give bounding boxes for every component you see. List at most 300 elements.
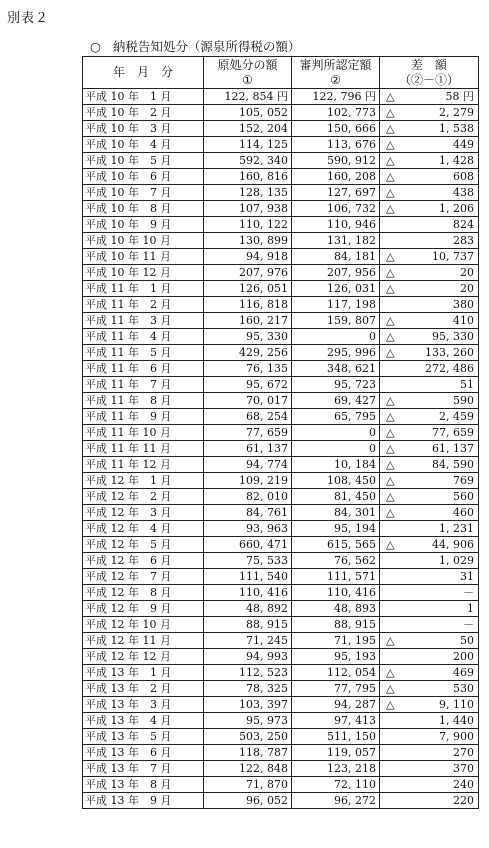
difference-value: 1, 206 [439,202,474,215]
cell-date: 平成 12 年 5 月 [83,537,204,553]
difference-value: 1, 428 [439,154,474,167]
table-row [83,633,479,649]
cell-difference [380,521,479,537]
cell-original-amount: 48, 892 [204,601,292,617]
cell-recognized-amount: 88, 915 [292,617,380,633]
cell-recognized-amount: 615, 565 [292,537,380,553]
difference-value: 370 [453,762,474,775]
difference-value: 20 [460,266,474,279]
cell-original-amount: 112, 523 [204,665,292,681]
cell-difference [380,313,479,329]
cell-recognized-amount: 95, 193 [292,649,380,665]
decrease-triangle-icon: △ [386,346,395,359]
difference-value: 824 [453,218,474,231]
difference-value: 133, 260 [425,346,474,359]
tax-assessment-table [82,56,479,809]
cell-recognized-amount: 108, 450 [292,473,380,489]
header-difference: 差 額 （②－①） [380,57,479,89]
decrease-triangle-icon: △ [386,682,395,695]
cell-difference [380,617,479,633]
cell-original-amount: 71, 245 [204,633,292,649]
cell-date: 平成 12 年 10 月 [83,617,204,633]
table-row [83,553,479,569]
difference-value: 58 円 [445,90,474,103]
table-row [83,777,479,793]
cell-recognized-amount: 159, 807 [292,313,380,329]
cell-difference [380,457,479,473]
cell-date: 平成 10 年 11 月 [83,249,204,265]
table-row [83,313,479,329]
cell-recognized-amount: 97, 413 [292,713,380,729]
difference-value: 20 [460,282,474,295]
cell-recognized-amount: 72, 110 [292,777,380,793]
decrease-triangle-icon: △ [386,282,395,295]
table-row [83,713,479,729]
cell-original-amount: 71, 870 [204,777,292,793]
cell-difference [380,601,479,617]
table-row [83,265,479,281]
cell-date: 平成 11 年 1 月 [83,281,204,297]
cell-original-amount: 88, 915 [204,617,292,633]
cell-date: 平成 13 年 9 月 [83,793,204,809]
cell-original-amount: 122, 848 [204,761,292,777]
cell-difference [380,185,479,201]
difference-value: 200 [453,650,474,663]
difference-value: 44, 906 [432,538,474,551]
difference-value: 31 [460,570,474,583]
decrease-triangle-icon: △ [386,538,395,551]
cell-date: 平成 10 年 2 月 [83,105,204,121]
difference-value: 380 [453,298,474,311]
cell-original-amount: 111, 540 [204,569,292,585]
cell-original-amount: 207, 976 [204,265,292,281]
cell-date: 平成 13 年 1 月 [83,665,204,681]
decrease-triangle-icon: △ [386,394,395,407]
header-recognized-amount: 審判所認定額 ② [292,57,380,89]
table-row [83,329,479,345]
table-row [83,473,479,489]
table-row [83,521,479,537]
cell-difference [380,361,479,377]
cell-difference [380,201,479,217]
difference-value: 769 [453,474,474,487]
cell-difference [380,265,479,281]
table-row [83,505,479,521]
cell-recognized-amount: 71, 195 [292,633,380,649]
cell-difference [380,569,479,585]
cell-original-amount: 114, 125 [204,137,292,153]
cell-difference [380,537,479,553]
cell-difference [380,233,479,249]
cell-recognized-amount: 131, 182 [292,233,380,249]
table-row [83,249,479,265]
decrease-triangle-icon: △ [386,474,395,487]
cell-original-amount: 592, 340 [204,153,292,169]
cell-difference [380,649,479,665]
table-body [83,89,479,809]
table-row [83,153,479,169]
table-row [83,761,479,777]
cell-original-amount: 94, 993 [204,649,292,665]
cell-recognized-amount: 150, 666 [292,121,380,137]
cell-original-amount: 95, 330 [204,329,292,345]
table-row [83,201,479,217]
cell-date: 平成 13 年 3 月 [83,697,204,713]
cell-date: 平成 10 年 10 月 [83,233,204,249]
cell-recognized-amount: 113, 676 [292,137,380,153]
cell-original-amount: 61, 137 [204,441,292,457]
cell-date: 平成 10 年 6 月 [83,169,204,185]
cell-recognized-amount: 127, 697 [292,185,380,201]
decrease-triangle-icon: △ [386,426,395,439]
cell-date: 平成 12 年 7 月 [83,569,204,585]
cell-difference [380,441,479,457]
cell-original-amount: 160, 217 [204,313,292,329]
cell-original-amount: 68, 254 [204,409,292,425]
cell-recognized-amount: 511, 150 [292,729,380,745]
cell-date: 平成 13 年 6 月 [83,745,204,761]
cell-difference [380,249,479,265]
cell-difference [380,409,479,425]
table-row [83,89,479,105]
cell-date: 平成 13 年 5 月 [83,729,204,745]
cell-date: 平成 12 年 6 月 [83,553,204,569]
table-header [83,57,479,89]
cell-difference [380,713,479,729]
cell-difference [380,345,479,361]
table-row [83,297,479,313]
difference-value: 9, 110 [439,698,474,711]
cell-date: 平成 10 年 9 月 [83,217,204,233]
difference-value: 50 [460,634,474,647]
cell-original-amount: 116, 818 [204,297,292,313]
cell-recognized-amount: 69, 427 [292,393,380,409]
cell-recognized-amount: 95, 194 [292,521,380,537]
table-row [83,457,479,473]
difference-value: 240 [453,778,474,791]
difference-value: 7, 900 [439,730,474,743]
table-row [83,345,479,361]
cell-original-amount: 160, 816 [204,169,292,185]
cell-original-amount: 70, 017 [204,393,292,409]
cell-original-amount: 76, 135 [204,361,292,377]
cell-original-amount: 118, 787 [204,745,292,761]
decrease-triangle-icon: △ [386,106,395,119]
cell-difference [380,217,479,233]
cell-difference [380,729,479,745]
cell-original-amount: 107, 938 [204,201,292,217]
cell-recognized-amount: 84, 301 [292,505,380,521]
difference-value: 95, 330 [432,330,474,343]
cell-recognized-amount: 110, 416 [292,585,380,601]
cell-original-amount: 94, 774 [204,457,292,473]
decrease-triangle-icon: △ [386,666,395,679]
cell-date: 平成 11 年 9 月 [83,409,204,425]
cell-difference [380,153,479,169]
cell-difference [380,793,479,809]
cell-original-amount: 95, 672 [204,377,292,393]
cell-difference [380,169,479,185]
cell-date: 平成 11 年 10 月 [83,425,204,441]
cell-recognized-amount: 122, 796 円 [292,89,380,105]
decrease-triangle-icon: △ [386,186,395,199]
difference-value: 10, 737 [432,250,474,263]
cell-date: 平成 12 年 1 月 [83,473,204,489]
cell-difference [380,489,479,505]
difference-value: 270 [453,746,474,759]
cell-date: 平成 12 年 3 月 [83,505,204,521]
cell-date: 平成 13 年 4 月 [83,713,204,729]
cell-date: 平成 10 年 12 月 [83,265,204,281]
cell-difference [380,329,479,345]
table-row [83,217,479,233]
cell-recognized-amount: 96, 272 [292,793,380,809]
difference-value: 272, 486 [425,362,474,375]
cell-original-amount: 128, 135 [204,185,292,201]
cell-original-amount: 77, 659 [204,425,292,441]
cell-difference [380,777,479,793]
cell-date: 平成 13 年 7 月 [83,761,204,777]
table-row [83,569,479,585]
decrease-triangle-icon: △ [386,154,395,167]
cell-original-amount: 110, 122 [204,217,292,233]
cell-difference [380,377,479,393]
cell-difference [380,281,479,297]
decrease-triangle-icon: △ [386,506,395,519]
table-row [83,441,479,457]
cell-date: 平成 13 年 2 月 [83,681,204,697]
cell-date: 平成 12 年 12 月 [83,649,204,665]
header-date: 年 月 分 [83,57,204,89]
cell-date: 平成 11 年 3 月 [83,313,204,329]
cell-recognized-amount: 119, 057 [292,745,380,761]
decrease-triangle-icon: △ [386,698,395,711]
cell-recognized-amount: 123, 218 [292,761,380,777]
cell-date: 平成 10 年 3 月 [83,121,204,137]
table-row [83,169,479,185]
difference-value: 1 [467,602,474,615]
difference-value: 560 [453,490,474,503]
table-row [83,729,479,745]
cell-original-amount: 93, 963 [204,521,292,537]
decrease-triangle-icon: △ [386,458,395,471]
cell-original-amount: 84, 761 [204,505,292,521]
cell-difference [380,505,479,521]
cell-date: 平成 11 年 11 月 [83,441,204,457]
cell-date: 平成 11 年 8 月 [83,393,204,409]
cell-original-amount: 103, 397 [204,697,292,713]
table-row [83,425,479,441]
difference-value: 1, 029 [439,554,474,567]
difference-value: 438 [453,186,474,199]
cell-original-amount: 96, 052 [204,793,292,809]
cell-original-amount: 105, 052 [204,105,292,121]
cell-date: 平成 12 年 11 月 [83,633,204,649]
difference-value: 2, 459 [439,410,474,423]
cell-date: 平成 11 年 5 月 [83,345,204,361]
heading-text: 納税告知処分（源泉所得税の額） [112,39,301,54]
cell-recognized-amount: 0 [292,329,380,345]
decrease-triangle-icon: △ [386,490,395,503]
cell-date: 平成 10 年 1 月 [83,89,204,105]
cell-recognized-amount: 348, 621 [292,361,380,377]
cell-difference [380,761,479,777]
cell-date: 平成 11 年 4 月 [83,329,204,345]
decrease-triangle-icon: △ [386,122,395,135]
cell-difference [380,585,479,601]
difference-value: 283 [453,234,474,247]
decrease-triangle-icon: △ [386,90,395,103]
decrease-triangle-icon: △ [386,250,395,263]
decrease-triangle-icon: △ [386,202,395,215]
cell-difference [380,297,479,313]
decrease-triangle-icon: △ [386,442,395,455]
cell-difference [380,89,479,105]
decrease-triangle-icon: △ [386,138,395,151]
difference-value: 51 [460,378,474,391]
cell-date: 平成 11 年 7 月 [83,377,204,393]
cell-recognized-amount: 590, 912 [292,153,380,169]
table-row [83,601,479,617]
table-row [83,233,479,249]
table-row [83,281,479,297]
cell-difference [380,633,479,649]
cell-difference [380,681,479,697]
cell-recognized-amount: 95, 723 [292,377,380,393]
table-row [83,361,479,377]
header-original-amount: 原処分の額 ① [204,57,292,89]
cell-date: 平成 10 年 5 月 [83,153,204,169]
difference-value: 460 [453,506,474,519]
table-row [83,681,479,697]
decrease-triangle-icon: △ [386,410,395,423]
cell-date: 平成 12 年 9 月 [83,601,204,617]
cell-date: 平成 11 年 6 月 [83,361,204,377]
cell-difference [380,105,479,121]
cell-recognized-amount: 94, 287 [292,697,380,713]
cell-original-amount: 110, 416 [204,585,292,601]
cell-recognized-amount: 111, 571 [292,569,380,585]
cell-original-amount: 503, 250 [204,729,292,745]
decrease-triangle-icon: △ [386,170,395,183]
decrease-triangle-icon: △ [386,330,395,343]
cell-recognized-amount: 48, 893 [292,601,380,617]
cell-recognized-amount: 117, 198 [292,297,380,313]
table-row [83,697,479,713]
cell-recognized-amount: 65, 795 [292,409,380,425]
cell-original-amount: 94, 918 [204,249,292,265]
cell-original-amount: 122, 854 円 [204,89,292,105]
difference-value: － [463,586,474,599]
difference-value: 84, 590 [432,458,474,471]
table-row [83,377,479,393]
table-row [83,489,479,505]
table-row [83,793,479,809]
cell-original-amount: 109, 219 [204,473,292,489]
difference-value: 220 [453,794,474,807]
table-row [83,585,479,601]
cell-recognized-amount: 0 [292,425,380,441]
decrease-triangle-icon: △ [386,266,395,279]
difference-value: 1, 538 [439,122,474,135]
page-label: 別表２ [7,11,50,26]
table-row [83,665,479,681]
cell-original-amount: 82, 010 [204,489,292,505]
table-row [83,185,479,201]
difference-value: 77, 659 [432,426,474,439]
cell-recognized-amount: 76, 562 [292,553,380,569]
cell-recognized-amount: 106, 732 [292,201,380,217]
cell-original-amount: 78, 325 [204,681,292,697]
cell-recognized-amount: 207, 956 [292,265,380,281]
difference-value: 608 [453,170,474,183]
circle-bullet-icon: ○ [90,39,101,54]
cell-recognized-amount: 10, 184 [292,457,380,473]
cell-date: 平成 10 年 4 月 [83,137,204,153]
difference-value: 61, 137 [432,442,474,455]
cell-original-amount: 130, 899 [204,233,292,249]
cell-difference [380,665,479,681]
difference-value: 590 [453,394,474,407]
cell-recognized-amount: 84, 181 [292,249,380,265]
table-row [83,649,479,665]
cell-difference [380,745,479,761]
cell-recognized-amount: 77, 795 [292,681,380,697]
cell-original-amount: 660, 471 [204,537,292,553]
table-row [83,137,479,153]
cell-recognized-amount: 102, 773 [292,105,380,121]
difference-value: 410 [453,314,474,327]
table-row [83,393,479,409]
cell-date: 平成 12 年 2 月 [83,489,204,505]
table-row [83,745,479,761]
cell-date: 平成 10 年 7 月 [83,185,204,201]
cell-date: 平成 11 年 2 月 [83,297,204,313]
difference-value: 469 [453,666,474,679]
difference-value: 2, 279 [439,106,474,119]
table-row [83,409,479,425]
table-row [83,537,479,553]
cell-difference [380,425,479,441]
table-row [83,105,479,121]
cell-original-amount: 429, 256 [204,345,292,361]
cell-date: 平成 12 年 4 月 [83,521,204,537]
cell-recognized-amount: 81, 450 [292,489,380,505]
cell-recognized-amount: 295, 996 [292,345,380,361]
cell-date: 平成 11 年 12 月 [83,457,204,473]
table-row [83,617,479,633]
cell-recognized-amount: 112, 054 [292,665,380,681]
cell-difference [380,473,479,489]
cell-difference [380,393,479,409]
cell-recognized-amount: 126, 031 [292,281,380,297]
decrease-triangle-icon: △ [386,634,395,647]
cell-original-amount: 152, 204 [204,121,292,137]
decrease-triangle-icon: △ [386,314,395,327]
cell-difference [380,553,479,569]
cell-original-amount: 126, 051 [204,281,292,297]
difference-value: 1, 231 [439,522,474,535]
table-row [83,121,479,137]
cell-recognized-amount: 160, 208 [292,169,380,185]
cell-recognized-amount: 110, 946 [292,217,380,233]
difference-value: 530 [453,682,474,695]
cell-date: 平成 13 年 8 月 [83,777,204,793]
difference-value: 1, 440 [439,714,474,727]
cell-date: 平成 10 年 8 月 [83,201,204,217]
cell-difference [380,697,479,713]
cell-original-amount: 95, 973 [204,713,292,729]
